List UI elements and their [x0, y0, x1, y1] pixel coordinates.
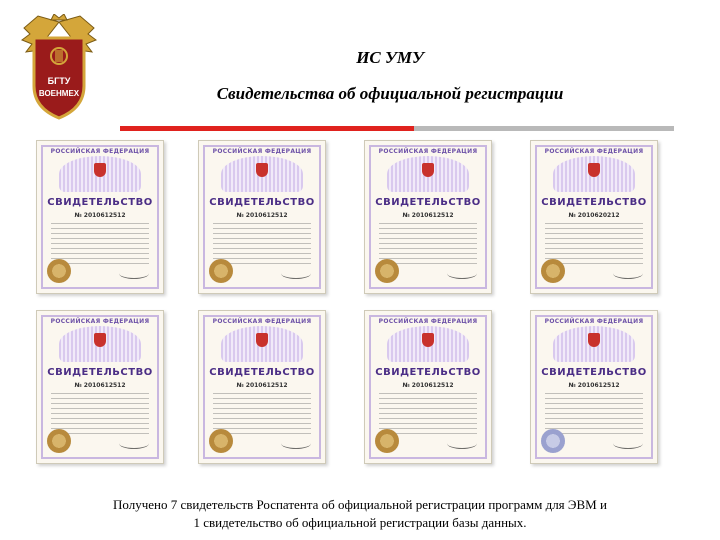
caption-line-2: 1 свидетельство об официальной регистрации базы данных. [193, 515, 527, 530]
certificate-header: РОССИЙСКАЯ ФЕДЕРАЦИЯ [544, 318, 644, 325]
caption [40, 496, 680, 532]
certificate-header: РОССИЙСКАЯ ФЕДЕРАЦИЯ [544, 148, 644, 155]
title-rule-red [120, 126, 414, 131]
certificate-number: № 2010612512 [74, 382, 126, 389]
seal-icon [209, 259, 233, 283]
certificate-header: РОССИЙСКАЯ ФЕДЕРАЦИЯ [212, 148, 312, 155]
coat-of-arms-icon [422, 163, 434, 177]
coat-of-arms-icon [588, 163, 600, 177]
certificate-word: СВИДЕТЕЛЬСТВО [541, 197, 647, 208]
certificate-1 [36, 140, 164, 294]
certificate-6 [198, 310, 326, 464]
signature-icon [613, 438, 643, 449]
certificate-word: СВИДЕТЕЛЬСТВО [47, 197, 153, 208]
certificate-word: СВИДЕТЕЛЬСТВО [375, 367, 481, 378]
page-title: ИС УМУ [356, 48, 424, 67]
seal-icon [209, 429, 233, 453]
seal-icon [541, 259, 565, 283]
coat-of-arms-icon [94, 333, 106, 347]
certificate-number: № 2010620212 [568, 212, 620, 219]
certificate-word: СВИДЕТЕЛЬСТВО [375, 197, 481, 208]
coat-of-arms-icon [256, 163, 268, 177]
certificate-word: СВИДЕТЕЛЬСТВО [47, 367, 153, 378]
certificate-7 [364, 310, 492, 464]
coat-of-arms-icon [422, 333, 434, 347]
certificate-8 [530, 310, 658, 464]
title-rule-gray [414, 126, 674, 131]
page-subtitle: Свидетельства об официальной регистрации [216, 84, 564, 103]
certificate-number: № 2010612512 [236, 382, 288, 389]
signature-icon [281, 438, 311, 449]
certificate-3 [364, 140, 492, 294]
certificate-number: № 2010612512 [402, 212, 454, 219]
certificate-5 [36, 310, 164, 464]
coat-of-arms-icon [588, 333, 600, 347]
coat-of-arms-icon [256, 333, 268, 347]
certificate-word: СВИДЕТЕЛЬСТВО [209, 367, 315, 378]
signature-icon [281, 268, 311, 279]
certificate-number: № 2010612512 [236, 212, 288, 219]
seal-icon [47, 259, 71, 283]
signature-icon [447, 268, 477, 279]
signature-icon [447, 438, 477, 449]
certificate-4 [530, 140, 658, 294]
seal-icon [541, 429, 565, 453]
certificate-word: СВИДЕТЕЛЬСТВО [209, 197, 315, 208]
certificate-header: РОССИЙСКАЯ ФЕДЕРАЦИЯ [212, 318, 312, 325]
certificate-number: № 2010612512 [74, 212, 126, 219]
certificate-2 [198, 140, 326, 294]
signature-icon [119, 268, 149, 279]
logo-text-2: ВОЕНМЕХ [38, 89, 80, 98]
certificate-number: № 2010612512 [402, 382, 454, 389]
university-logo [18, 14, 100, 120]
signature-icon [613, 268, 643, 279]
logo-text-1: БГТУ [47, 76, 71, 86]
certificate-header: РОССИЙСКАЯ ФЕДЕРАЦИЯ [50, 318, 150, 325]
seal-icon [375, 259, 399, 283]
seal-icon [375, 429, 399, 453]
certificate-header: РОССИЙСКАЯ ФЕДЕРАЦИЯ [378, 318, 478, 325]
certificate-header: РОССИЙСКАЯ ФЕДЕРАЦИЯ [378, 148, 478, 155]
certificate-number: № 2010612512 [568, 382, 620, 389]
signature-icon [119, 438, 149, 449]
coat-of-arms-icon [94, 163, 106, 177]
seal-icon [47, 429, 71, 453]
certificate-word: СВИДЕТЕЛЬСТВО [541, 367, 647, 378]
caption-line-1: Получено 7 свидетельств Роспатента об официальной регистрации программ для ЭВМ и [113, 497, 607, 512]
certificate-header: РОССИЙСКАЯ ФЕДЕРАЦИЯ [50, 148, 150, 155]
